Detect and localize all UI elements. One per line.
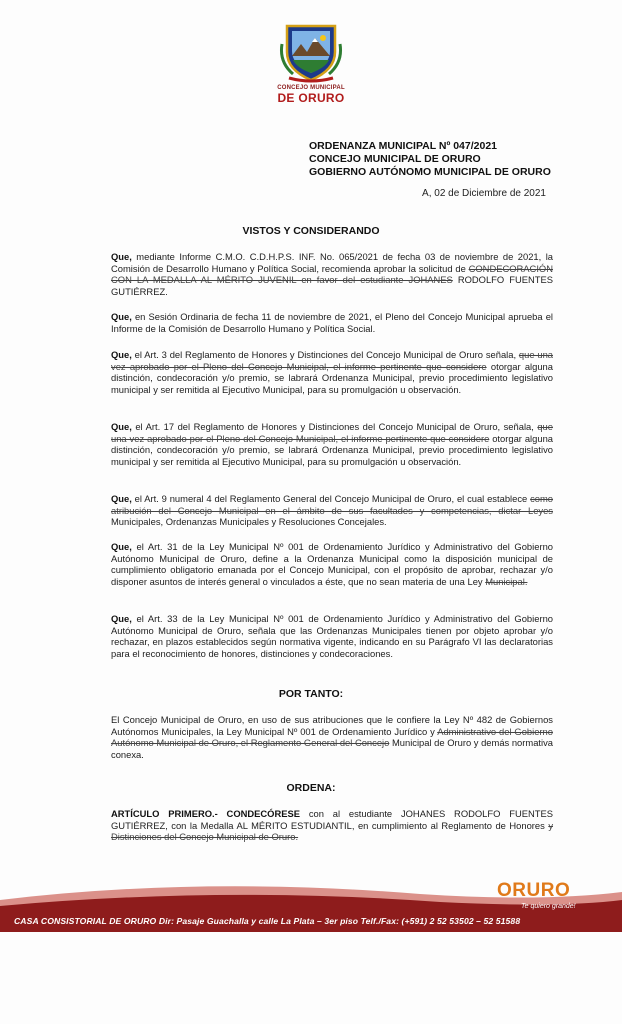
document-date: A, 02 de Diciembre de 2021	[422, 188, 546, 199]
paragraph-text: el Art. 31 de la Ley Municipal Nº 001 de Ordenamiento Jurídico y Administrativo del Gobierno Autónomo Municipal de Oruro, define a la Ordenanza Municipal como la disposición municipal de cumplimiento obligatorio emanada por el Concejo Municipal, con el propósito de aprobar, rechazar y/o disponer asuntos de interés general o vinculados a éste, que no sean materia de una Ley	[111, 541, 553, 587]
section-por-tanto: POR TANTO:	[278, 688, 344, 700]
ordinance-number: ORDENANZA MUNICIPAL Nº 047/2021	[309, 140, 498, 152]
paragraph-lead: Que,	[111, 613, 132, 624]
paragraph-lead: Que,	[111, 251, 132, 262]
paragraph-text: el Art. 17 del Reglamento de Honores y Distinciones del Concejo Municipal de Oruro, señala,	[131, 421, 538, 432]
struck-text: Municipal.	[485, 575, 528, 587]
struck-text: CONDECORACIÓN CON LA MEDALLA AL MÉRITO JUVENIL en favor del estudiante JOHANES	[111, 262, 553, 286]
council-name: CONCEJO MUNICIPAL DE ORURO	[309, 153, 481, 165]
document-header	[309, 140, 551, 179]
struck-text: que una vez aprobado por el Pleno del Concejo Municipal, el informe pertinente que considere	[111, 421, 553, 444]
logo-title: DE ORURO	[277, 91, 345, 105]
paragraph-1	[111, 251, 553, 297]
struck-text: que una vez aprobado por el Pleno del Concejo Municipal, el informe pertinente que considere	[111, 349, 553, 372]
paragraph-4	[111, 421, 553, 467]
paragraph-lead: Que,	[111, 421, 132, 432]
section-ordena: ORDENA:	[286, 782, 336, 794]
paragraph-7	[111, 613, 553, 659]
paragraph-text: Municipal de Oruro y demás normativa conexa.	[111, 737, 553, 760]
section-vistos: VISTOS Y CONSIDERANDO	[242, 225, 380, 237]
paragraph-2	[111, 311, 553, 334]
footer-address: CASA CONSISTORIAL DE ORURO Dir: Pasaje Guachalla y calle La Plata – 3er piso Telf./Fax: (+591) 2 52 53502 – 52 51588	[14, 916, 521, 926]
paragraph-text: en Sesión Ordinaria de fecha 11 de noviembre de 2021, el Pleno del Concejo Municipal aprueba el Informe de la Comisión de Desarrollo Humano y Política Social.	[111, 311, 553, 334]
struck-text: como atribución del Concejo Municipal en el ámbito de sus facultades y competencias, dictar Leyes	[111, 493, 553, 516]
paragraph-lead: Que,	[111, 541, 132, 552]
struck-text: y Distinciones del Concejo Municipal de Oruro.	[111, 819, 553, 843]
paragraph-text: Municipales, Ordenanzas Municipales y Resoluciones Concejales.	[111, 516, 387, 528]
paragraph-8	[111, 714, 553, 760]
struck-text: Administrativo del Gobierno Autónomo Municipal de Oruro, el Reglamento General del Concejo	[111, 725, 553, 749]
logo-subtitle: CONCEJO MUNICIPAL	[277, 85, 345, 91]
paragraph-6	[111, 541, 553, 587]
paragraph-text: con al estudiante JOHANES RODOLFO FUENTES GUTIÉRREZ, con la Medalla AL MÉRITO ESTUDIANTIL, en cumplimiento al Reglamento de Honores	[111, 808, 553, 831]
paragraph-text: otorgar alguna distinción, condecoración y/o premio, se labrará Ordenanza Municipal, previo procedimiento legislativo municipal y ser remitida al Ejecutivo Municipal, para su promulgación u observación.	[111, 360, 553, 395]
paragraph-text: RODOLFO FUENTES GUTIÉRREZ.	[111, 274, 553, 297]
government-name: GOBIERNO AUTÓNOMO MUNICIPAL DE ORURO	[309, 166, 551, 178]
council-logo	[268, 22, 354, 112]
paragraph-5	[111, 493, 553, 528]
paragraph-3	[111, 349, 553, 395]
paragraph-text: el Art. 3 del Reglamento de Honores y Distinciones del Concejo Municipal de Oruro señala,	[131, 349, 519, 360]
paragraph-lead: Que,	[111, 493, 132, 504]
paragraph-text: otorgar alguna distinción, condecoración y/o premio, se labrará Ordenanza Municipal, previo procedimiento legislativo municipal y ser remitida al Ejecutivo Municipal, para su promulgación u observación.	[111, 432, 553, 467]
paragraph-text: El Concejo Municipal de Oruro, en uso de sus atribuciones que le confiere la Ley Nº 482 de Gobiernos Autónomos Municipales, la Ley Municipal Nº 001 de Ordenamiento Jurídico y	[111, 714, 553, 737]
oruro-brand-logo: ORURO	[497, 880, 571, 901]
article-first	[111, 808, 553, 843]
paragraph-text: el Art. 33 de la Ley Municipal Nº 001 de Ordenamiento Jurídico y Administrativo del Gobierno Autónomo Municipal de Oruro, señala que las Ordenanzas Municipales tienen por objeto aprobar y/o rechazar, en plazos establecidos según normativa vigente, indicando en su Parágrafo VI las declaratorias para el reconocimiento de honores, distinciones y condecoraciones.	[111, 613, 553, 659]
oruro-tagline: Te quiero grande!	[521, 903, 576, 910]
article-lead: ARTÍCULO PRIMERO.- CONDECÓRESE	[111, 808, 300, 819]
paragraph-lead: Que,	[111, 349, 132, 360]
paragraph-text: mediante Informe C.M.O. C.D.H.P.S. INF. No. 065/2021 de fecha 03 de noviembre de 2021, la Comisión de Desarrollo Humano y Política Social, recomienda aprobar la solicitud de	[111, 251, 553, 274]
coat-of-arms-icon	[279, 22, 343, 84]
paragraph-text: el Art. 9 numeral 4 del Reglamento General del Concejo Municipal de Oruro, el cual establece	[131, 493, 531, 504]
paragraph-lead: Que,	[111, 311, 132, 322]
